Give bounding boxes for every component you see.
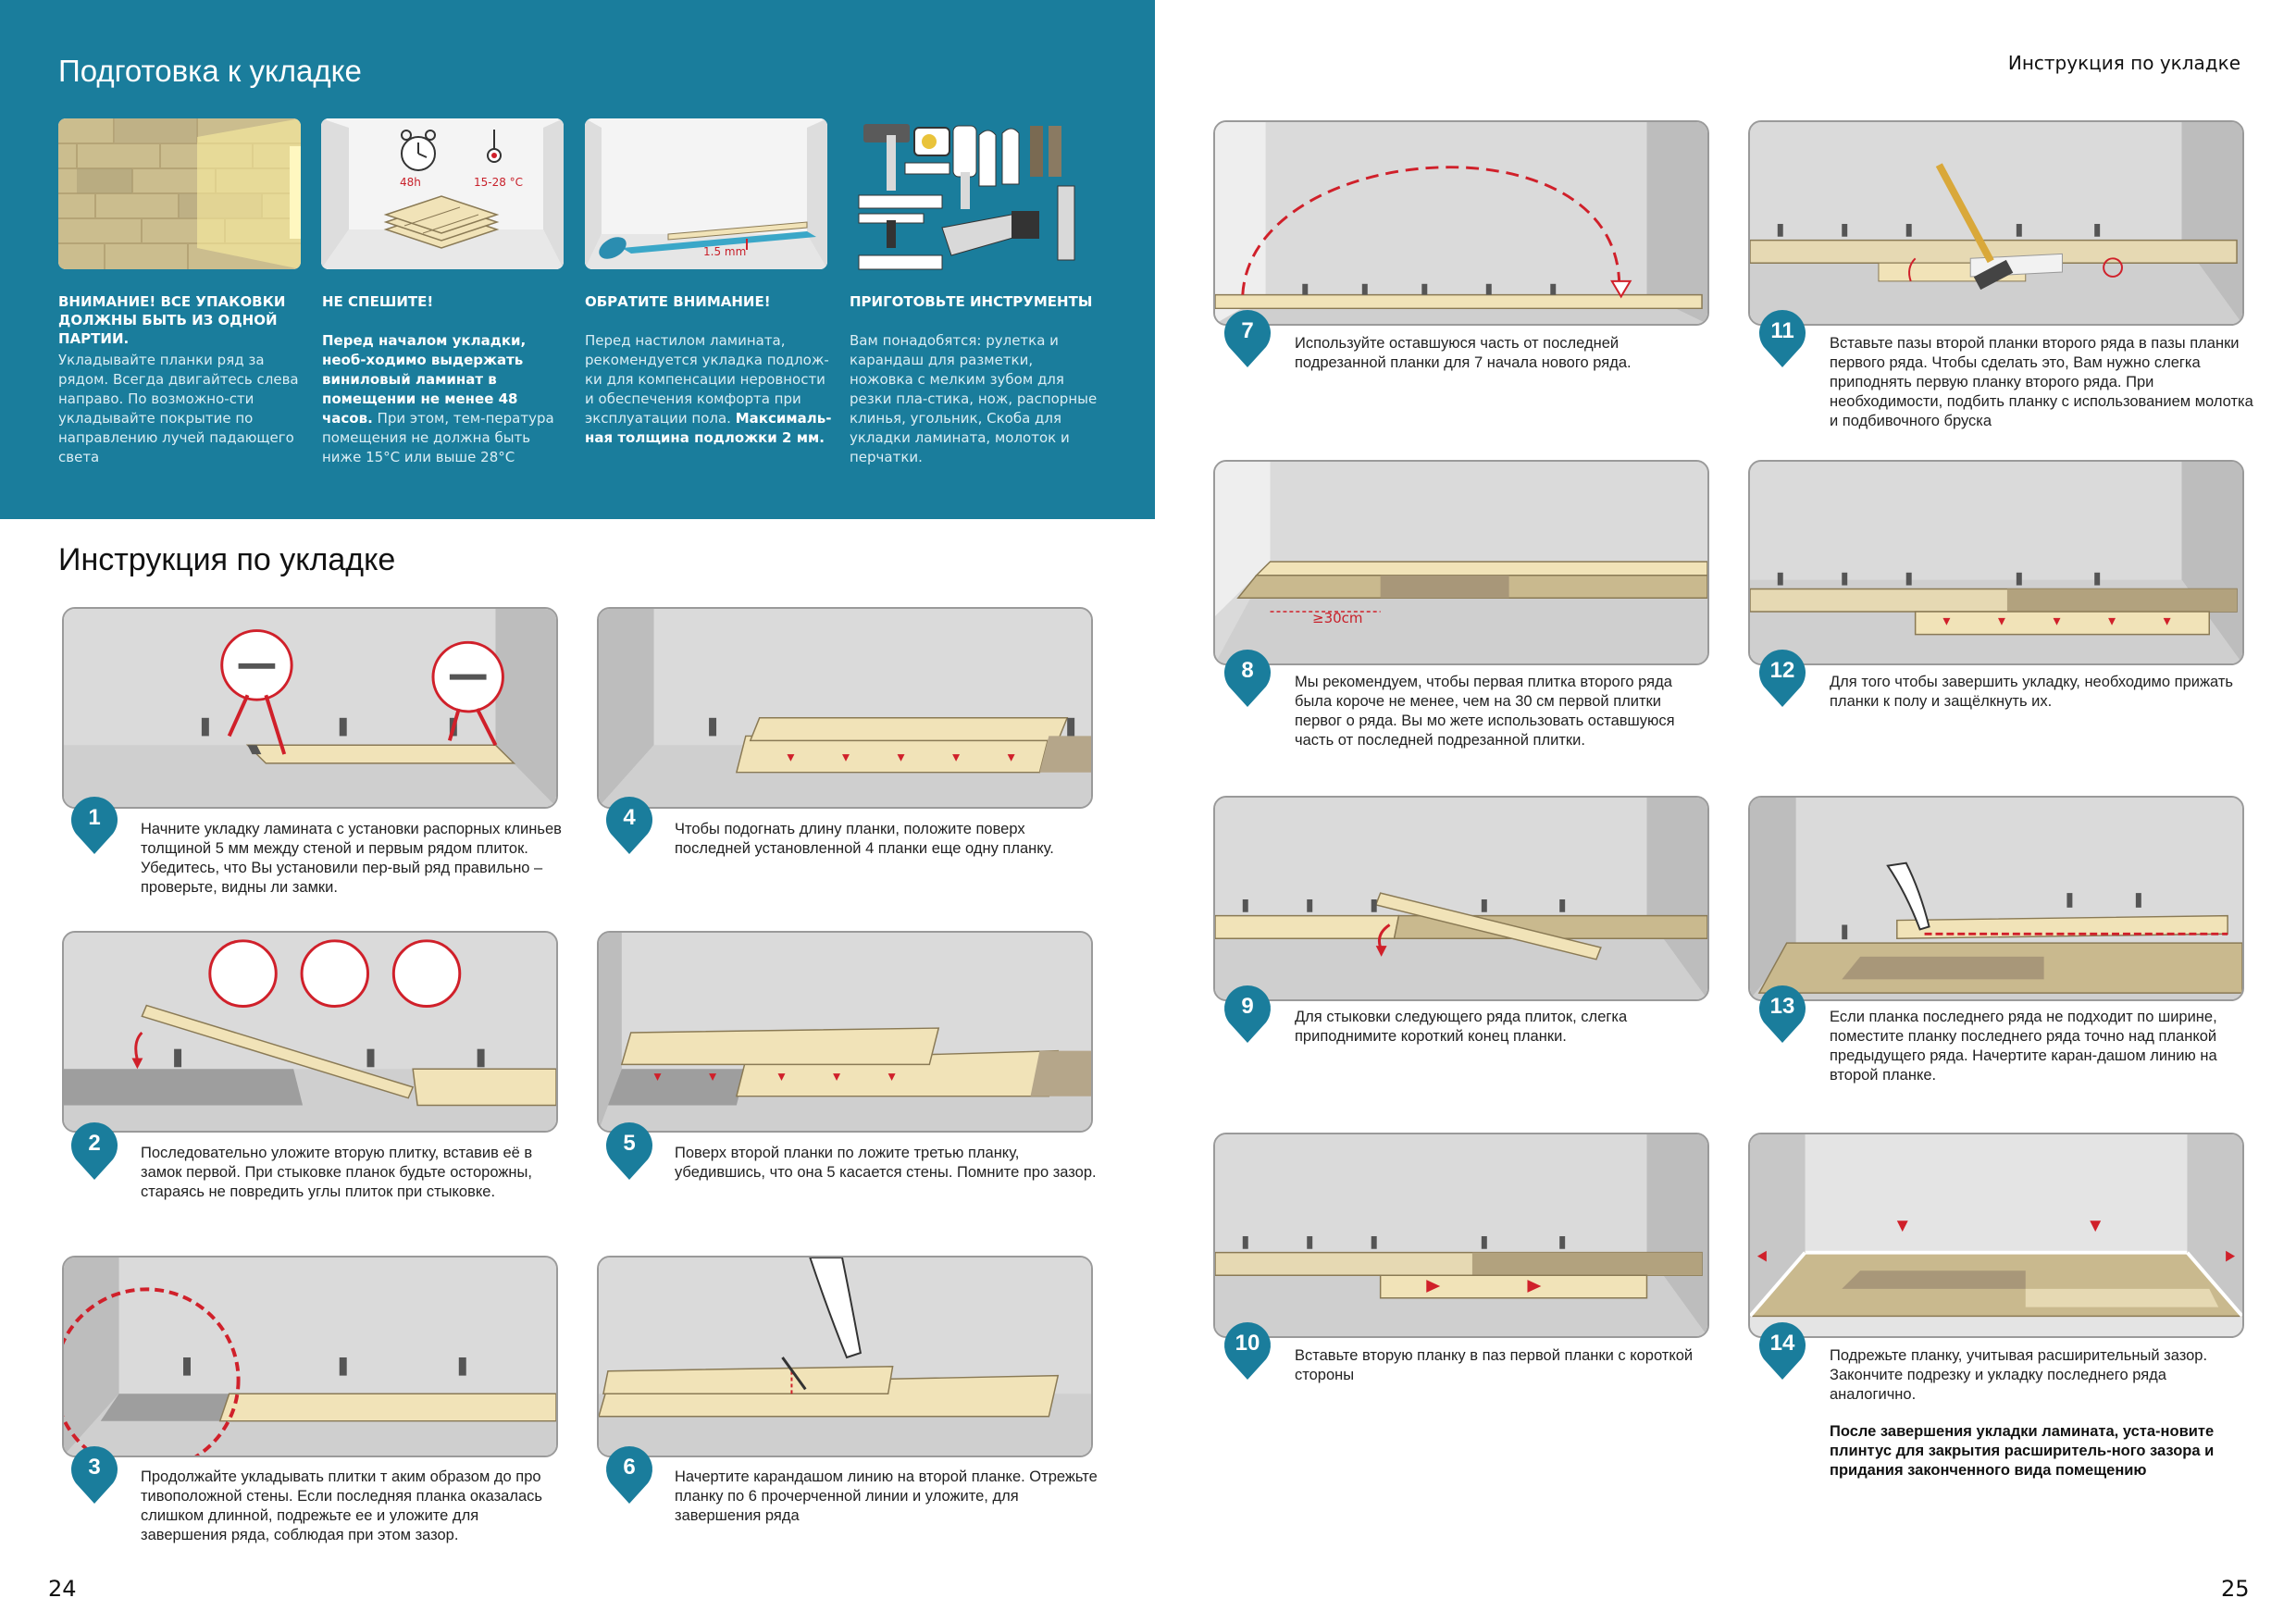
step-8-distance-label: ≥30cm (1312, 610, 1363, 626)
prep-heading-dont-rush: НЕ СПЕШИТЕ! (322, 293, 434, 310)
step-1-text: Начните укладку ламината с установки распорных клиньев толщиной 5 мм между стеной и первым рядом плиток. Убедитесь, что Вы установили пер-вый ряд правильно – проверьте, видны ли замки. (141, 821, 562, 896)
preparation-title: Подготовка к укладке (58, 54, 362, 88)
step-5-illustration (597, 931, 1093, 1133)
step-11-illustration (1748, 120, 2244, 326)
time-label: 48h (400, 176, 421, 189)
step-8-illustration (1213, 460, 1709, 665)
prep-text-dont-rush: Перед началом укладки, необ-ходимо выдержать виниловый ламинат в помещении не менее 48 часов. При этом, тем-пература помещения не должна быть ниже 15°С или выше 28°С (322, 332, 554, 465)
step-3-illustration (62, 1256, 558, 1457)
step-6-text: Начертите карандашом линию на второй планке. Отрежьте планку по 6 прочерченной линии и уложите, для завершения ряда (675, 1468, 1098, 1524)
step-13-badge: 13 (1759, 985, 1806, 1032)
prep-text-same-batch: Укладывайте планки ряд за рядом. Всегда двигайтесь слева направо. По возможно-сти укладывайте покрытие по направлению лучей падающего света (58, 352, 299, 465)
page-header: Инструкция по укладке (2007, 52, 2240, 74)
temperature-label: 15-28 °С (474, 176, 524, 189)
step-9-badge: 9 (1224, 985, 1271, 1032)
step-6-illustration (597, 1256, 1093, 1457)
page-number-right: 25 (2221, 1576, 2250, 1602)
step-10-illustration (1213, 1133, 1709, 1338)
step-1-badge: 1 (71, 797, 118, 843)
prep-image-same-batch (58, 118, 301, 269)
prep-heading-tools: ПРИГОТОВЬТЕ ИНСТРУМЕНТЫ (850, 293, 1093, 310)
instructions-title: Инструкция по укладке (58, 542, 396, 577)
step-3-text: Продолжайте укладывать плитки т аким образом до про тивоположной стены. Если последняя планка оказалась слишком длинной, подрежьте ее и уложите для завершения ряда, соблюдая при этом зазор. (141, 1468, 542, 1543)
step-11-badge: 11 (1759, 310, 1806, 356)
step-2-illustration (62, 931, 558, 1133)
prep-image-tools (850, 117, 1099, 274)
step-2-text: Последовательно уложите вторую плитку, вставив её в замок первой. При стыковке планок будьте осторожны, стараясь не повредить углы плиток при стыковке. (141, 1145, 533, 1200)
step-12-badge: 12 (1759, 650, 1806, 696)
step-5-badge: 5 (606, 1122, 652, 1169)
step-14-text: Подрежьте планку, учитывая расширительный зазор. Закончите подрезку и укладку последнего ряда аналогично. (1830, 1347, 2208, 1403)
prep-heading-same-batch: ВНИМАНИЕ! ВСЕ УПАКОВКИ ДОЛЖНЫ БЫТЬ ИЗ ОДНОЙ ПАРТИИ. (58, 293, 286, 347)
prep-text-attention: Перед настилом ламината, рекомендуется укладка подлож-ки для компенсации неровности и обеспечения комфорта при эксплуатации пола. Максималь-ная толщина подложки 2 мм. (585, 332, 832, 446)
step-11-text: Вставьте пазы второй планки второго ряда в пазы планки первого ряда. Чтобы сделать это, Вам нужно слегка приподнять первую планку второго ряда. При необходимости, подбить планку с использованием молотка и подбивочного бруска (1830, 335, 2253, 429)
step-10-text: Вставьте вторую планку в паз первой планки с короткой стороны (1295, 1347, 1694, 1383)
step-4-text: Чтобы подогнать длину планки, положите поверх последней установленной 4 планки еще одну планку. (675, 821, 1054, 857)
step-10-badge: 10 (1224, 1322, 1271, 1369)
step-12-text: Для того чтобы завершить укладку, необходимо прижать планки к полу и защёлкнуть их. (1830, 674, 2233, 710)
step-7-text: Используйте оставшуюся часть от последней подрезанной планки для 7 начала нового ряда. (1295, 335, 1632, 371)
step-9-text: Для стыковки следующего ряда плиток, слегка приподнимите короткий конец планки. (1295, 1009, 1628, 1045)
step-5-text: Поверх второй планки по ложите третью планку, убедившись, что она 5 касается стены. Помните про зазор. (675, 1145, 1097, 1181)
step-1-illustration (62, 607, 558, 809)
step-6-badge: 6 (606, 1446, 652, 1493)
step-14-illustration (1748, 1133, 2244, 1338)
step-14-badge: 14 (1759, 1322, 1806, 1369)
step-4-badge: 4 (606, 797, 652, 843)
prep-text-tools: Вам понадобятся: рулетка и карандаш для разметки, ножовка с мелким зубом для резки пла-стика, нож, распорные клинья, угольник, Скоба для укладки ламината, молоток и перчатки. (850, 332, 1098, 465)
step-2-badge: 2 (71, 1122, 118, 1169)
step-14-final-note: После завершения укладки ламината, уста-новите плинтус для закрытия расширитель-ного зазора и придания законченного вида помещению (1830, 1423, 2215, 1479)
prep-heading-attention: ОБРАТИТЕ ВНИМАНИЕ! (585, 293, 771, 310)
step-13-illustration (1748, 796, 2244, 1001)
page-number-left: 24 (48, 1576, 77, 1602)
step-12-illustration (1748, 460, 2244, 665)
step-8-text: Мы рекомендуем, чтобы первая плитка второго ряда была короче не менее, чем на 30 см первой плитки первог о ряда. Вы мо жете использовать оставшуюся часть от последней подрезанной плитки. (1295, 674, 1675, 749)
step-8-badge: 8 (1224, 650, 1271, 696)
step-4-illustration (597, 607, 1093, 809)
step-7-illustration (1213, 120, 1709, 326)
prep-image-acclimatize (321, 118, 564, 269)
step-3-badge: 3 (71, 1446, 118, 1493)
step-7-badge: 7 (1224, 310, 1271, 356)
step-9-illustration (1213, 796, 1709, 1001)
thickness-label: 1.5 mm (703, 245, 747, 258)
step-13-text: Если планка последнего ряда не подходит по ширине, поместите планку последнего ряда точно над планкой предыдущего ряда. Начертите каран-дашом линию на второй планке. (1830, 1009, 2217, 1084)
